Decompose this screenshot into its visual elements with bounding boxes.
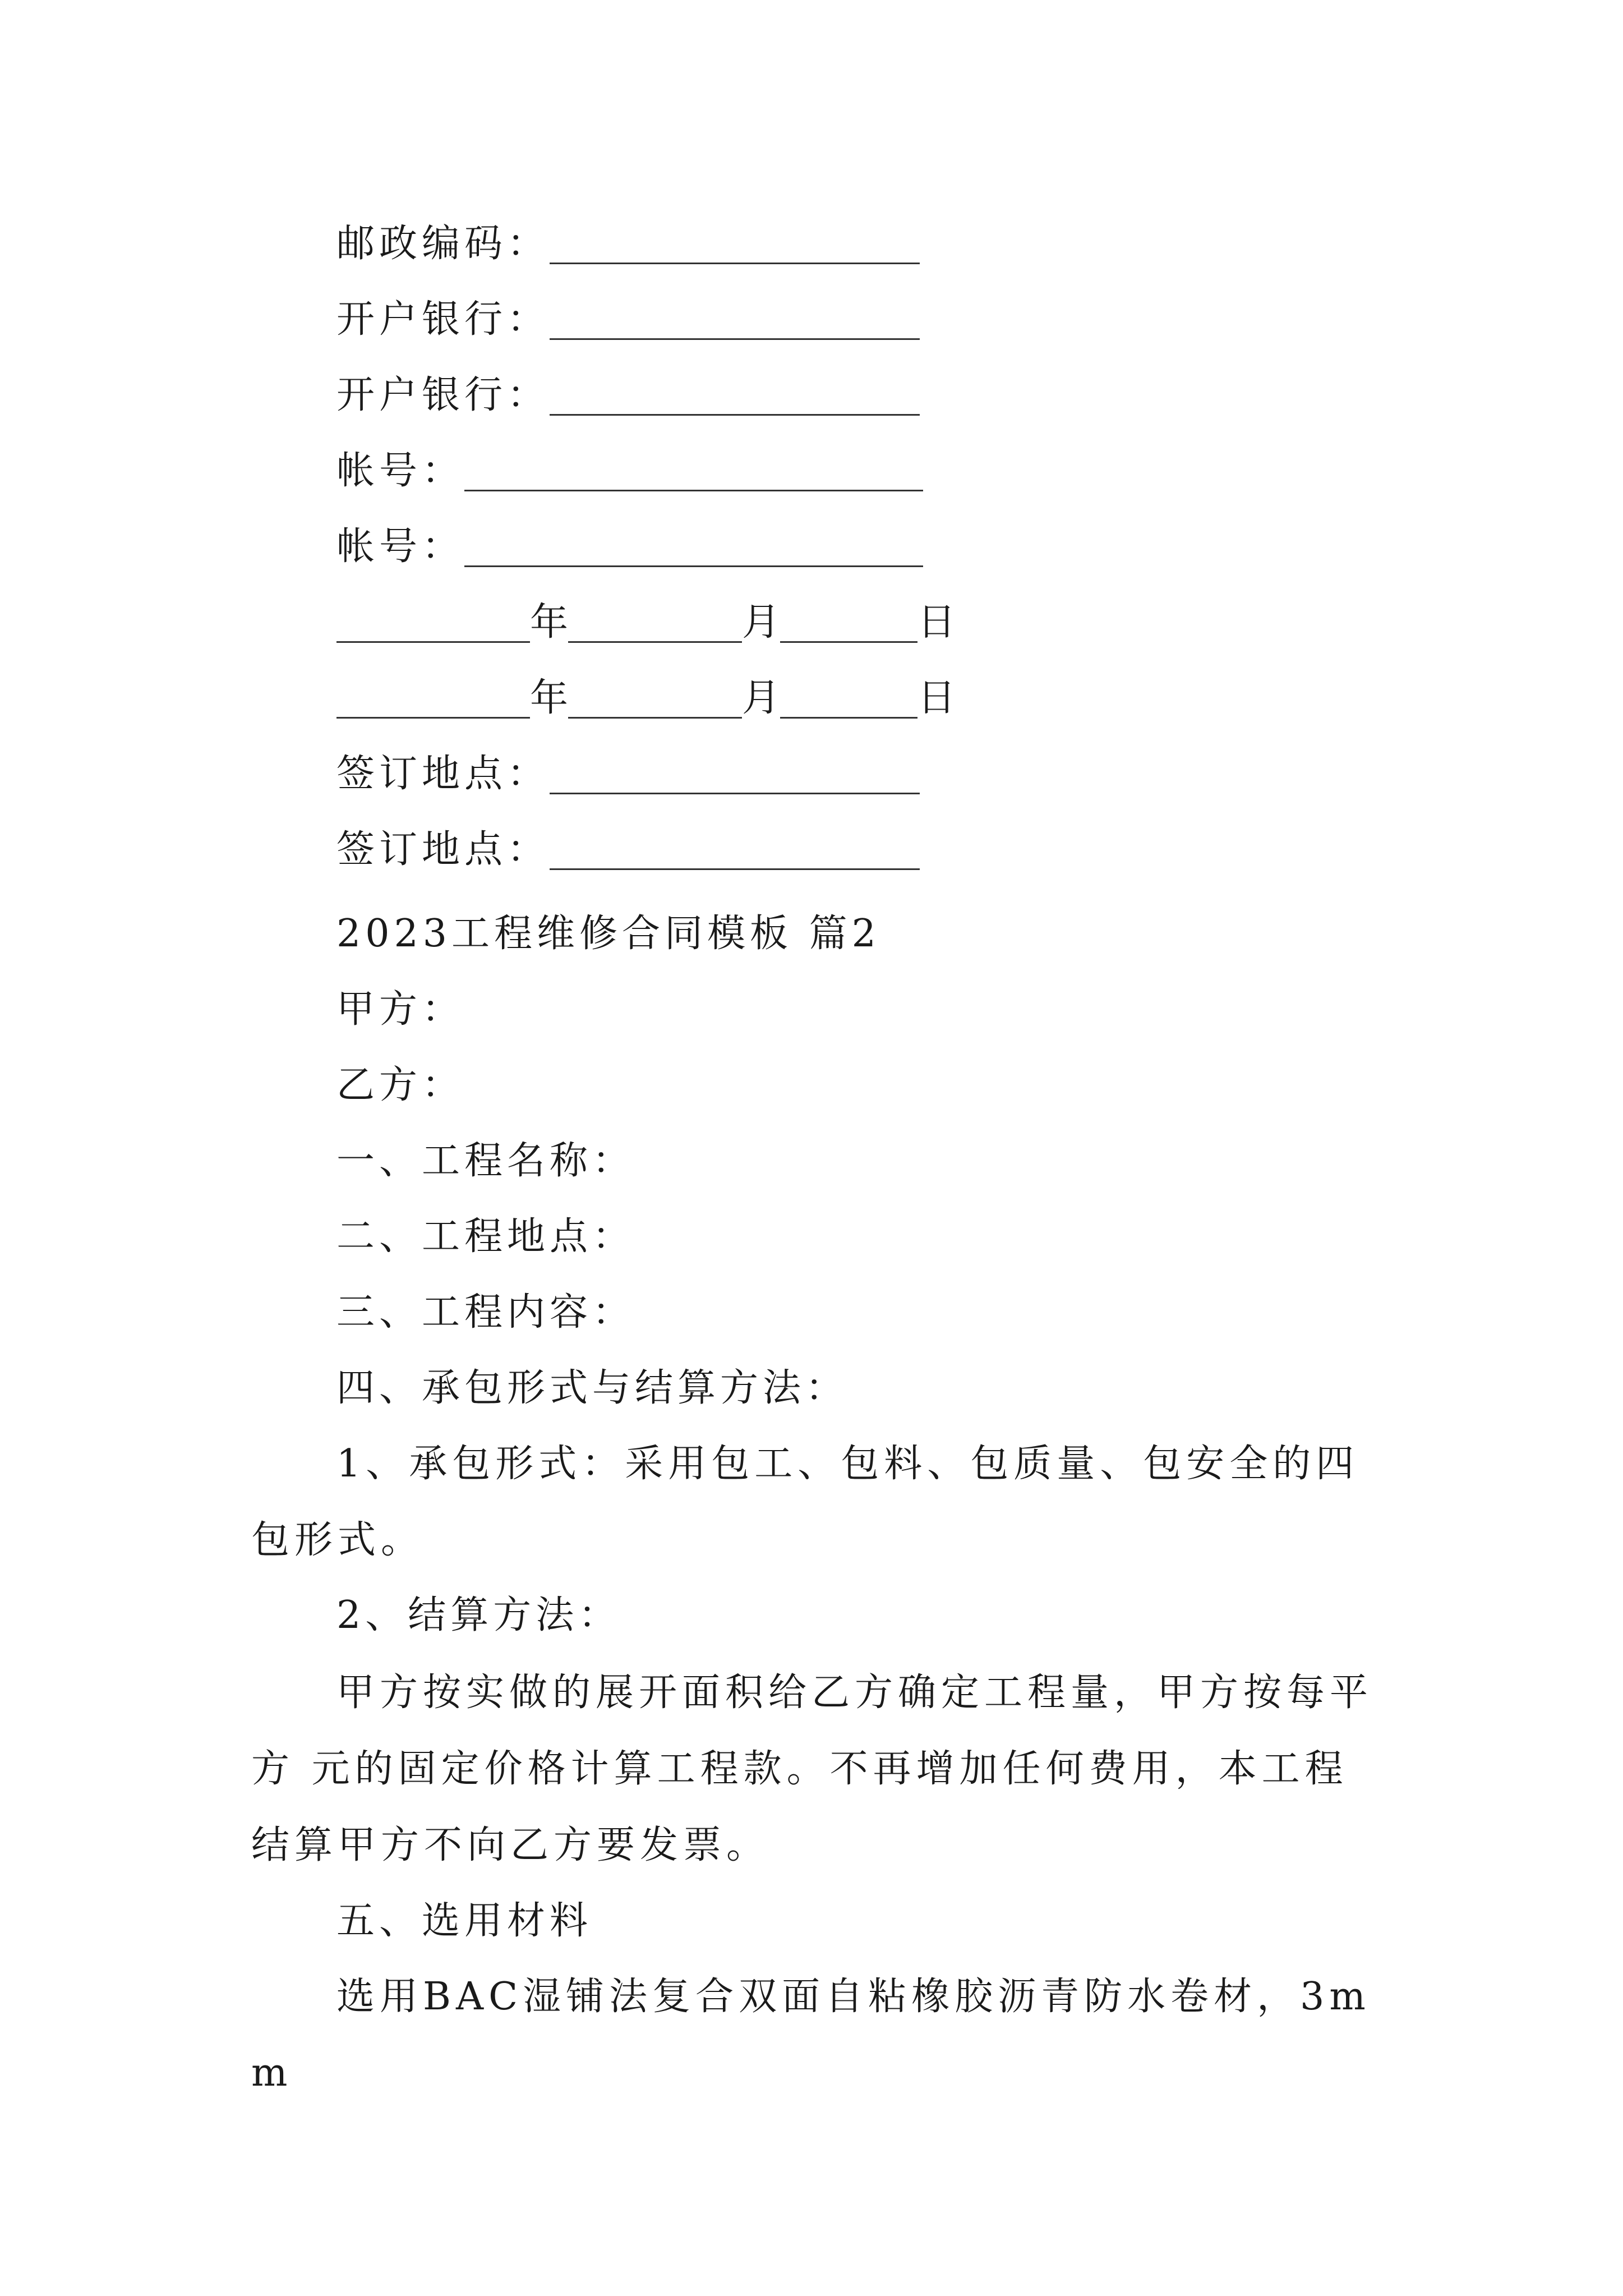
postal-code-blank	[550, 229, 920, 264]
account-blank-2	[464, 532, 923, 567]
materials-heading: 五、选用材料	[336, 1899, 593, 1943]
day-label-2: 日	[917, 676, 956, 720]
signing-place-label-1: 签订地点：	[336, 752, 550, 796]
bank-row-2	[336, 367, 920, 424]
bank-row-1	[336, 292, 920, 348]
year-label-1: 年	[530, 600, 569, 645]
day-blank-1	[780, 608, 917, 643]
party-a: 甲方：	[336, 987, 465, 1032]
contract-form-paragraph: 1、承包形式：采用包工、包料、包质量、包安全的四包形式。	[251, 1442, 1359, 1562]
bank-label-1: 开户银行：	[336, 297, 550, 342]
project-location-item: 二、工程地点：	[336, 1214, 635, 1259]
year-label-2: 年	[530, 676, 569, 720]
party-b: 乙方：	[336, 1063, 465, 1107]
year-blank-1	[336, 608, 530, 643]
signing-place-label-2: 签订地点：	[336, 827, 550, 872]
account-row-1	[336, 443, 923, 499]
settlement-paragraph: 甲方按实做的展开面积给乙方确定工程量，甲方按每平方 元的固定价格计算工程款。不再增加任何费用，本工程结算甲方不向乙方要发票。	[251, 1671, 1373, 1867]
date-row-2	[336, 670, 956, 726]
bank-label-2: 开户银行：	[336, 373, 550, 417]
month-label-2: 月	[742, 676, 781, 720]
bank-blank-1	[550, 305, 920, 340]
account-blank-1	[464, 456, 923, 491]
month-label-1: 月	[742, 600, 781, 645]
signing-place-row-1	[336, 746, 920, 802]
account-label-1: 帐号：	[336, 449, 465, 493]
postal-code-label: 邮政编码：	[336, 222, 550, 266]
date-row-1	[336, 595, 956, 651]
signing-place-blank-2	[550, 835, 920, 870]
day-blank-2	[780, 683, 917, 719]
project-name-item: 一、工程名称：	[336, 1139, 635, 1183]
settlement-method-heading: 2、结算方法：	[336, 1593, 621, 1637]
signing-place-row-2	[336, 822, 920, 878]
contract-heading: 2023工程维修合同模板 篇2	[336, 912, 880, 956]
signing-place-blank-1	[550, 759, 920, 794]
month-blank-1	[568, 608, 742, 643]
bank-blank-2	[550, 380, 920, 416]
account-row-2	[336, 519, 923, 575]
project-content-item: 三、工程内容：	[336, 1290, 635, 1335]
postal-code-row	[336, 216, 920, 272]
contract-settlement-heading: 四、承包形式与结算方法：	[336, 1366, 849, 1410]
month-blank-2	[568, 683, 742, 719]
year-blank-2	[336, 683, 530, 719]
day-label-1: 日	[917, 600, 956, 645]
materials-paragraph: 选用BAC湿铺法复合双面自粘橡胶沥青防水卷材，3mm	[251, 1975, 1371, 2095]
account-label-2: 帐号：	[336, 524, 465, 569]
